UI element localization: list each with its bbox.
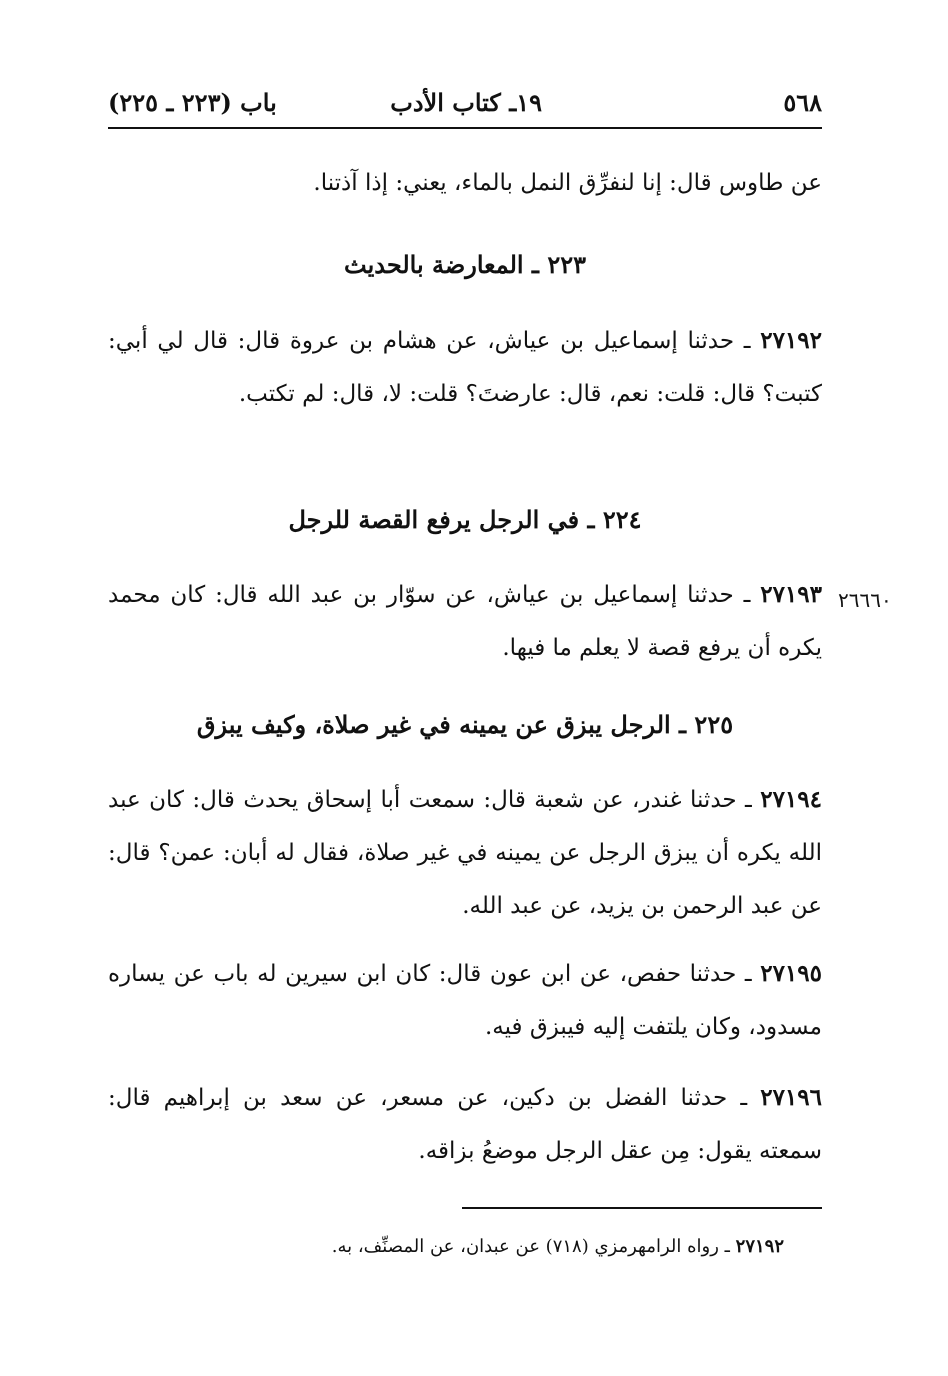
chapter-range: باب (٢٢٣ ـ ٢٢٥) — [108, 88, 277, 117]
hadith-text: ـ حدثنا غندر، عن شعبة قال: سمعت أبا إسحاق يحدث قال: كان عبد الله يكره أن يبزق الرجل عن يمينه في غير صلاة، فقال له أبان: عمن؟ قال: عن عبد الرحمن بن يزيد، عن عبد الله. — [108, 787, 822, 919]
hadith-text: ـ حدثنا الفضل بن دكين، عن مسعر، عن سعد بن إبراهيم قال: سمعته يقول: مِن عقل الرجل موضعُ بزاقه. — [108, 1085, 822, 1164]
chapter-heading-224: ٢٢٤ ـ في الرجل يرفع القصة للرجل — [288, 505, 642, 534]
continued-paragraph: عن طاوس قال: إنا لنفرِّق النمل بالماء، يعني: إذا آذتنا. — [313, 170, 822, 196]
hadith-text: ـ حدثنا إسماعيل بن عياش، عن هشام بن عروة قال: قال لي أبي: كتبت؟ قال: قلت: نعم، قال: عارضتَ؟ قلت: لا، قال: لم تكتب. — [108, 328, 822, 407]
chapter-heading-225: ٢٢٥ ـ الرجل يبزق عن يمينه في غير صلاة، وكيف يبزق — [196, 710, 734, 739]
footnote-text: ـ رواه الرامهرمزي (٧١٨) عن عبدان، عن المصنِّف، به. — [331, 1236, 736, 1257]
hadith-number: ٢٧١٩٥ — [760, 960, 822, 987]
chapter-heading-223: ٢٢٣ ـ المعارضة بالحديث — [344, 250, 586, 279]
book-title: ١٩ـ كتاب الأدب — [390, 88, 542, 117]
hadith-27195 — [108, 947, 822, 1054]
hadith-27192 — [108, 314, 822, 421]
hadith-number: ٢٧١٩٤ — [760, 786, 822, 813]
running-header — [108, 88, 822, 124]
hadith-27194 — [108, 773, 822, 933]
page-number: ٥٦٨ — [783, 88, 822, 117]
footnote-number: ٢٧١٩٢ — [735, 1236, 784, 1257]
hadith-number: ٢٧١٩٢ — [760, 327, 822, 354]
hadith-27193 — [108, 568, 822, 675]
hadith-text: ـ حدثنا إسماعيل بن عياش، عن سوّار بن عبد الله قال: كان محمد يكره أن يرفع قصة لا يعلم ما فيها. — [108, 582, 822, 661]
hadith-number: ٢٧١٩٣ — [760, 581, 822, 608]
footnote — [108, 1236, 784, 1257]
margin-reference: ٢٦٦٦٠ — [838, 588, 892, 612]
hadith-27196 — [108, 1071, 822, 1178]
footnote-divider — [462, 1207, 822, 1209]
hadith-number: ٢٧١٩٦ — [760, 1084, 822, 1111]
hadith-text: ـ حدثنا حفص، عن ابن عون قال: كان ابن سيرين له باب عن يساره مسدود، وكان يلتفت إليه فيبزق فيه. — [108, 961, 822, 1040]
header-divider — [108, 127, 822, 129]
